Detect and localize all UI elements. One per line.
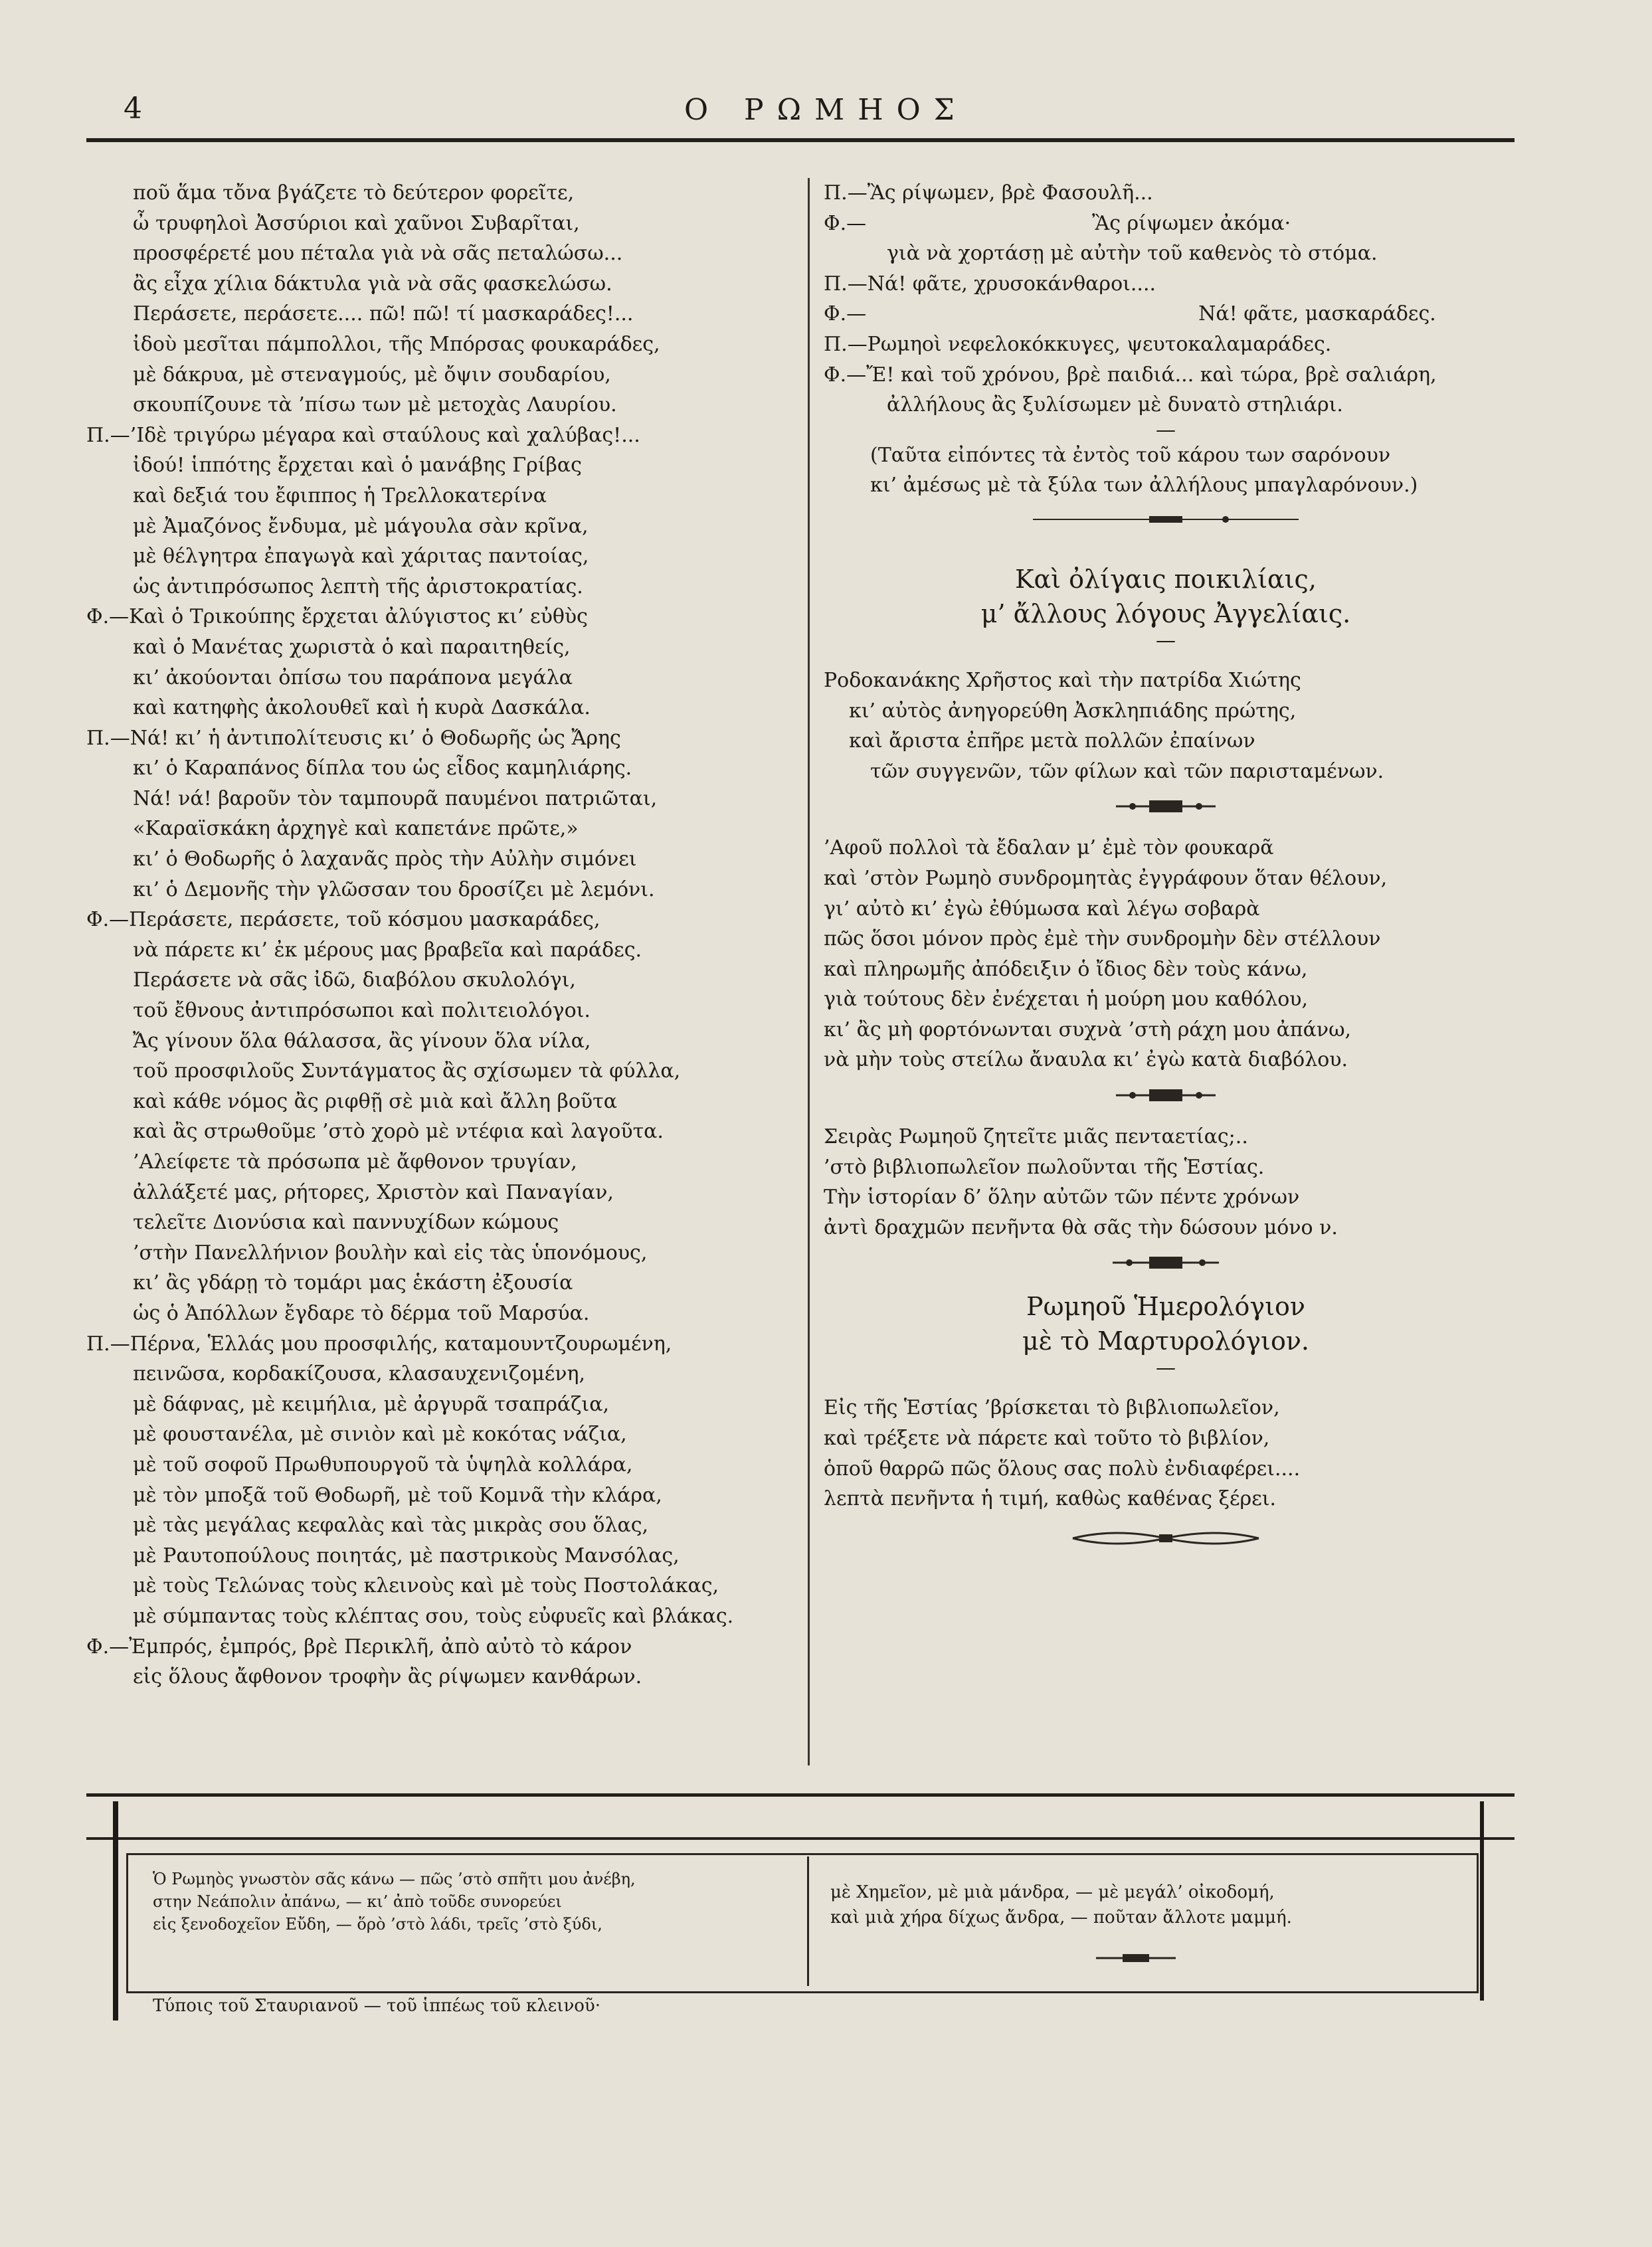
notice-line: ὁποῦ θαρρῶ πῶς ὅλους σας πολὺ ἐνδιαφέρει.... — [824, 1457, 1301, 1481]
advert-line: Ὁ Ρωμηὸς γνωστὸν σᾶς κάνω — πῶς ’στὸ σπῆτι μου ἀνέβη, — [153, 1870, 636, 1888]
stage-direction: κι’ ἀμέσως μὲ τὰ ξύλα των ἀλλήλους μπαγλαρόνουν.) — [870, 474, 1418, 497]
verse-line: μὲ τὸν μποξᾶ τοῦ Θοδωρῆ, μὲ τοῦ Κομνᾶ τὴν κλάρα, — [133, 1483, 662, 1507]
verse-line: Φ.—Ἐμπρός, ἐμπρός, βρὲ Περικλῆ, ἀπὸ αὐτὸ τὸ κάρον — [86, 1635, 632, 1659]
verse-line: μὲ τοὺς Τελώνας τοὺς κλεινοὺς καὶ μὲ τοὺς Ποστολάκας, — [133, 1574, 719, 1598]
verse-line: Π.—Πέρνα, Ἑλλάς μου προσφιλής, καταμουντζουρωμένη, — [86, 1332, 672, 1356]
verse-line: ὦ τρυφηλοὶ Ἀσσύριοι καὶ χαῦνοι Συβαρῖται, — [133, 211, 580, 235]
notice-line: νὰ μὴν τοὺς στείλω ἄναυλα κι’ ἐγὼ κατὰ διαβόλου. — [824, 1048, 1348, 1072]
verse-line: καὶ ὁ Μανέτας χωριστὰ ὁ καὶ παραιτηθείς, — [133, 635, 571, 659]
printer-imprint: Τύποις τοῦ Σταυριανοῦ — τοῦ ἱππέως τοῦ κλεινοῦ· — [153, 1996, 600, 2016]
verse-line: τοῦ ἔθνους ἀντιπρόσωποι καὶ πολιτειολόγοι. — [133, 999, 591, 1023]
dialogue-line: Π.—Νά! φᾶτε, χρυσοκάνθαροι.... — [824, 272, 1156, 296]
verse-line: μὲ τοῦ σοφοῦ Πρωθυπουργοῦ τὰ ὑψηλὰ κολλάρα, — [133, 1453, 633, 1477]
verse-line: πεινῶσα, κορδακίζουσα, κλασαυχενιζομένη, — [133, 1362, 586, 1386]
notice-line: ’Αφοῦ πολλοὶ τὰ ἔδαλαν μ’ ἐμὲ τὸν φουκαρᾶ — [824, 836, 1274, 860]
verse-line: μὲ δάφνας, μὲ κειμήλια, μὲ ἀργυρᾶ τσαπράζια, — [133, 1392, 609, 1416]
header-rule — [86, 138, 1514, 142]
verse-line: ἀλλάξετέ μας, ρήτορες, Χριστὸν καὶ Παναγίαν, — [133, 1180, 614, 1204]
notice-line: ἀντὶ δραχμῶν πενῆντα θὰ σᾶς τὴν δώσουν μόνο ν. — [824, 1215, 1338, 1239]
verse-line: μὲ θέλγητρα ἐπαγωγὰ καὶ χάριτας παντοίας, — [133, 545, 589, 569]
ornament-divider — [824, 786, 1508, 833]
notice-line: λεπτὰ πενῆντα ἡ τιμή, καθὼς καθένας ξέρει. — [824, 1487, 1277, 1511]
notice-line: καὶ τρέξετε νὰ πάρετε καὶ τοῦτο τὸ βιβλίον, — [824, 1427, 1270, 1451]
verse-line: κι’ ὁ Δεμονῆς τὴν γλῶσσαν του δροσίζει μὲ λεμόνι. — [133, 877, 655, 901]
notice-line: πῶς ὅσοι μόνον πρὸς ἐμὲ τὴν συνδρομὴν δὲν στέλλουν — [824, 927, 1381, 951]
frame-bar — [1480, 1801, 1484, 2001]
ornament-small — [1093, 1951, 1179, 1967]
notice-line: ’στὸ βιβλιοπωλεῖον πωλοῦνται τῆς Ἑστίας. — [824, 1155, 1265, 1179]
notice-line: καὶ πληρωμῆς ἀπόδειξιν ὁ ἴδιος δὲν τοὺς κάνω, — [824, 957, 1308, 981]
verse-line: μὲ Ραυτοπούλους ποιητάς, μὲ παστρικοὺς Μανσόλας, — [133, 1544, 680, 1568]
verse-line: κι’ ὁ Καραπάνος δίπλα του ὡς εἶδος καμηλιάρης. — [133, 757, 632, 780]
verse-line: Περάσετε, περάσετε.... πῶ! πῶ! τί μασκαράδες!... — [133, 302, 634, 326]
verse-line: Π.—Νά! κι’ ἡ ἀντιπολίτευσις κι’ ὁ Θοδωρῆς ὡς Ἄρης — [86, 726, 621, 750]
verse-line: ’στὴν Πανελλήνιον βουλὴν καὶ εἰς τὰς ὑπονόμους, — [133, 1241, 648, 1265]
verse-line: Περάσετε νὰ σᾶς ἰδῶ, διαβόλου σκυλολόγι, — [133, 968, 576, 992]
verse-line: Νά! νά! βαροῦν τὸν ταμπουρᾶ παυμένοι πατριῶται, — [133, 786, 658, 810]
dialogue-line — [824, 299, 1508, 329]
verse-line: ἰδού! ἱππότης ἔρχεται καὶ ὁ μανάβης Γρίβας — [133, 454, 582, 478]
dash-divider: — — [1156, 418, 1176, 442]
verse-line: μὲ δάκρυα, μὲ στεναγμούς, μὲ ὄψιν σουδαρίου, — [133, 363, 611, 387]
verse-line: Φ.—Καὶ ὁ Τρικούπης ἔρχεται ἀλύγιστος κι’ εὐθὺς — [86, 605, 588, 629]
verse-line: ὡς ἀντιπρόσωπος λεπτὴ τῆς ἀριστοκρατίας. — [133, 575, 583, 598]
notice-line: Εἰς τῆς Ἑστίας ’βρίσκεται τὸ βιβλιοπωλεῖον, — [824, 1396, 1280, 1420]
verse-line: ’Αλείφετε τὰ πρόσωπα μὲ ἄφθονον τρυγίαν, — [133, 1150, 577, 1174]
dialogue-line: γιὰ νὰ χορτάσῃ μὲ αὐτὴν τοῦ καθενὸς τὸ στόμα. — [887, 242, 1378, 266]
advertisement-left — [153, 1868, 636, 1935]
notice-line: γι’ αὐτὸ κι’ ἐγὼ ἐθύμωσα καὶ λέγω σοβαρὰ — [824, 897, 1260, 921]
advert-line: στην Νεάπολιν ἀπάνω, — κι’ ἀπὸ τοῦδε συνορεύει — [153, 1892, 562, 1911]
verse-line: εἰς ὅλους ἄφθονον τροφὴν ἂς ρίψωμεν κανθάρων. — [133, 1665, 642, 1689]
verse-line: καὶ ἂς στρωθοῦμε ’στὸ χορὸ μὲ ντέφια καὶ λαγοῦτα. — [133, 1120, 664, 1144]
right-column — [824, 178, 1508, 1561]
ornament-rule — [824, 501, 1508, 547]
notice-line: Σειρὰς Ρωμηοῦ ζητεῖτε μιᾶς πενταετίας;.. — [824, 1125, 1248, 1149]
verse-line: Ἄς γίνουν ὅλα θάλασσα, ἂς γίνουν ὅλα νίλα, — [133, 1029, 591, 1053]
verse-line: τοῦ προσφιλοῦς Συντάγματος ἂς σχίσωμεν τὰ φύλλα, — [133, 1059, 681, 1083]
section-title: μ’ ἄλλους λόγους Ἀγγελίαις. — [980, 598, 1351, 628]
dash-divider: — — [1156, 628, 1176, 652]
footer-rule — [86, 1837, 1514, 1840]
ornament-flourish — [824, 1514, 1508, 1561]
dialogue-line: Π.—Ἂς ρίψωμεν, βρὲ Φασουλῆ... — [824, 181, 1153, 205]
advertisement-separator — [807, 1856, 809, 1986]
left-column — [86, 178, 797, 1692]
verse-line: κι’ ἀκούονται ὀπίσω του παράπονα μεγάλα — [133, 666, 573, 689]
verse-line: κι’ ὁ Θοδωρῆς ὁ λαχανᾶς πρὸς τὴν Αὐλὴν σιμόνει — [133, 848, 637, 871]
ornament-divider — [824, 1243, 1508, 1289]
verse-line: Π.—’Ιδὲ τριγύρω μέγαρα καὶ σταύλους καὶ χαλύβας!... — [86, 423, 640, 447]
verse-line: μὲ τὰς μεγάλας κεφαλὰς καὶ τὰς μικρὰς σου ὅλας, — [133, 1514, 649, 1538]
notice-line: γιὰ τούτους δὲν ἐνέχεται ἡ μούρη μου καθόλου, — [824, 988, 1309, 1012]
verse-line: ποῦ ἅμα τὄνα βγάζετε τὸ δεύτερον φορεῖτε, — [133, 181, 575, 205]
page-title: Ο ΡΩΜΗΟΣ — [684, 93, 968, 127]
verse-line: μὲ Ἀμαζόνος ἔνδυμα, μὲ μάγουλα σὰν κρῖνα, — [133, 514, 589, 538]
stage-direction: (Ταῦτα εἰπόντες τὰ ἐντὸς τοῦ κάρου των σαρόνουν — [870, 443, 1391, 467]
verse-line: μὲ φουστανέλα, μὲ σινιὸν καὶ μὲ κοκότας νάζια, — [133, 1423, 627, 1447]
dialogue-text: Νά! φᾶτε, μασκαράδες. — [1198, 302, 1436, 326]
section-title: Ρωμηοῦ Ἡμερολόγιον — [1026, 1292, 1305, 1322]
frame-bar — [113, 1801, 118, 2021]
verse-line: προσφέρετέ μου πέταλα γιὰ νὰ σᾶς πεταλώσω... — [133, 242, 623, 266]
verse-line: «Καραϊσκάκη ἀρχηγὲ καὶ καπετάνε πρῶτε,» — [133, 817, 579, 841]
dash-divider: — — [1156, 1356, 1176, 1380]
notice-line: Τὴν ἱστορίαν δ’ ὅλην αὐτῶν τῶν πέντε χρόνων — [824, 1186, 1300, 1210]
dialogue-text: Ἂς ρίψωμεν ἀκόμα· — [1092, 211, 1291, 235]
verse-line: ἂς εἶχα χίλια δάκτυλα γιὰ νὰ σᾶς φασκελώσω. — [133, 272, 612, 296]
speaker-label: Φ.— — [824, 302, 867, 326]
section-title: Καὶ ὀλίγαις ποικιλίαις, — [1015, 564, 1317, 594]
notice-line: καὶ ’στὸν Ρωμηὸ συνδρομητὰς ἐγγράφουν ὅταν θέλουν, — [824, 866, 1388, 890]
notice-line: τῶν συγγενῶν, τῶν φίλων καὶ τῶν παρισταμένων. — [870, 759, 1384, 783]
verse-line: νὰ πάρετε κι’ ἐκ μέρους μας βραβεῖα καὶ παράδες. — [133, 938, 642, 962]
dialogue-line: Φ.—Ἔ! καὶ τοῦ χρόνου, βρὲ παιδιά... καὶ τώρα, βρὲ σαλιάρη, — [824, 363, 1437, 387]
advert-line: μὲ Χημεῖον, μὲ μιὰ μάνδρα, — μὲ μεγάλ’ οἰκοδομή, — [830, 1882, 1275, 1902]
verse-line: Φ.—Περάσετε, περάσετε, τοῦ κόσμου μασκαράδες, — [86, 908, 600, 932]
verse-line: καὶ κατηφὴς ἀκολουθεῖ καὶ ἡ κυρὰ Δασκάλα. — [133, 696, 591, 720]
ornament-divider — [824, 1075, 1508, 1122]
advertisement-right — [830, 1880, 1292, 1930]
notice-line: κι’ ἂς μὴ φορτόνωνται συχνὰ ’στὴ ράχη μου ἀπάνω, — [824, 1018, 1352, 1041]
verse-line: καὶ δεξιά του ἔφιππος ἡ Τρελλοκατερίνα — [133, 484, 547, 507]
dialogue-line: ἀλλήλους ἂς ξυλίσωμεν μὲ δυνατὸ στηλιάρι. — [887, 393, 1343, 417]
verse-line: τελεῖτε Διονύσια καὶ παννυχίδων κώμους — [133, 1211, 559, 1235]
footer-rule — [86, 1793, 1514, 1797]
advert-line: εἰς ξενοδοχεῖον Εὔδη, — ὅρὸ ’στὸ λάδι, τρεῖς ’στὸ ξύδι, — [153, 1915, 602, 1933]
speaker-label: Φ.— — [824, 211, 867, 235]
column-separator — [808, 178, 810, 1765]
notice-line: καὶ ἄριστα ἐπῆρε μετὰ πολλῶν ἐπαίνων — [849, 729, 1255, 753]
page-number: 4 — [124, 92, 142, 126]
verse-line: ὡς ὁ Ἀπόλλων ἔγδαρε τὸ δέρμα τοῦ Μαρσύα. — [133, 1301, 590, 1325]
verse-line: ἰδοὺ μεσῖται πάμπολλοι, τῆς Μπόρσας φουκαράδες, — [133, 332, 660, 356]
verse-line: καὶ κάθε νόμος ἂς ριφθῇ σὲ μιὰ καὶ ἄλλη βοῦτα — [133, 1089, 617, 1113]
verse-line: μὲ σύμπαντας τοὺς κλέπτας σου, τοὺς εὐφυεῖς καὶ βλάκας. — [133, 1604, 734, 1628]
dialogue-line: Π.—Ρωμηοὶ νεφελοκόκκυγες, ψευτοκαλαμαράδες. — [824, 332, 1332, 356]
verse-line: σκουπίζουνε τὰ ’πίσω των μὲ μετοχὰς Λαυρίου. — [133, 393, 617, 417]
section-title: μὲ τὸ Μαρτυρολόγιον. — [1022, 1326, 1310, 1356]
notice-line: Ροδοκανάκης Χρῆστος καὶ τὴν πατρίδα Χιώτης — [824, 668, 1301, 692]
notice-line: κι’ αὐτὸς ἀνηγορεύθη Ἀσκληπιάδης πρώτης, — [849, 699, 1297, 723]
verse-line: κι’ ἂς γδάρῃ τὸ τομάρι μας ἑκάστη ἐξουσία — [133, 1271, 573, 1295]
dialogue-line — [824, 209, 1508, 239]
advert-line: καὶ μιὰ χήρα δίχως ἄνδρα, — ποῦταν ἄλλοτε μαμμή. — [830, 1908, 1292, 1928]
